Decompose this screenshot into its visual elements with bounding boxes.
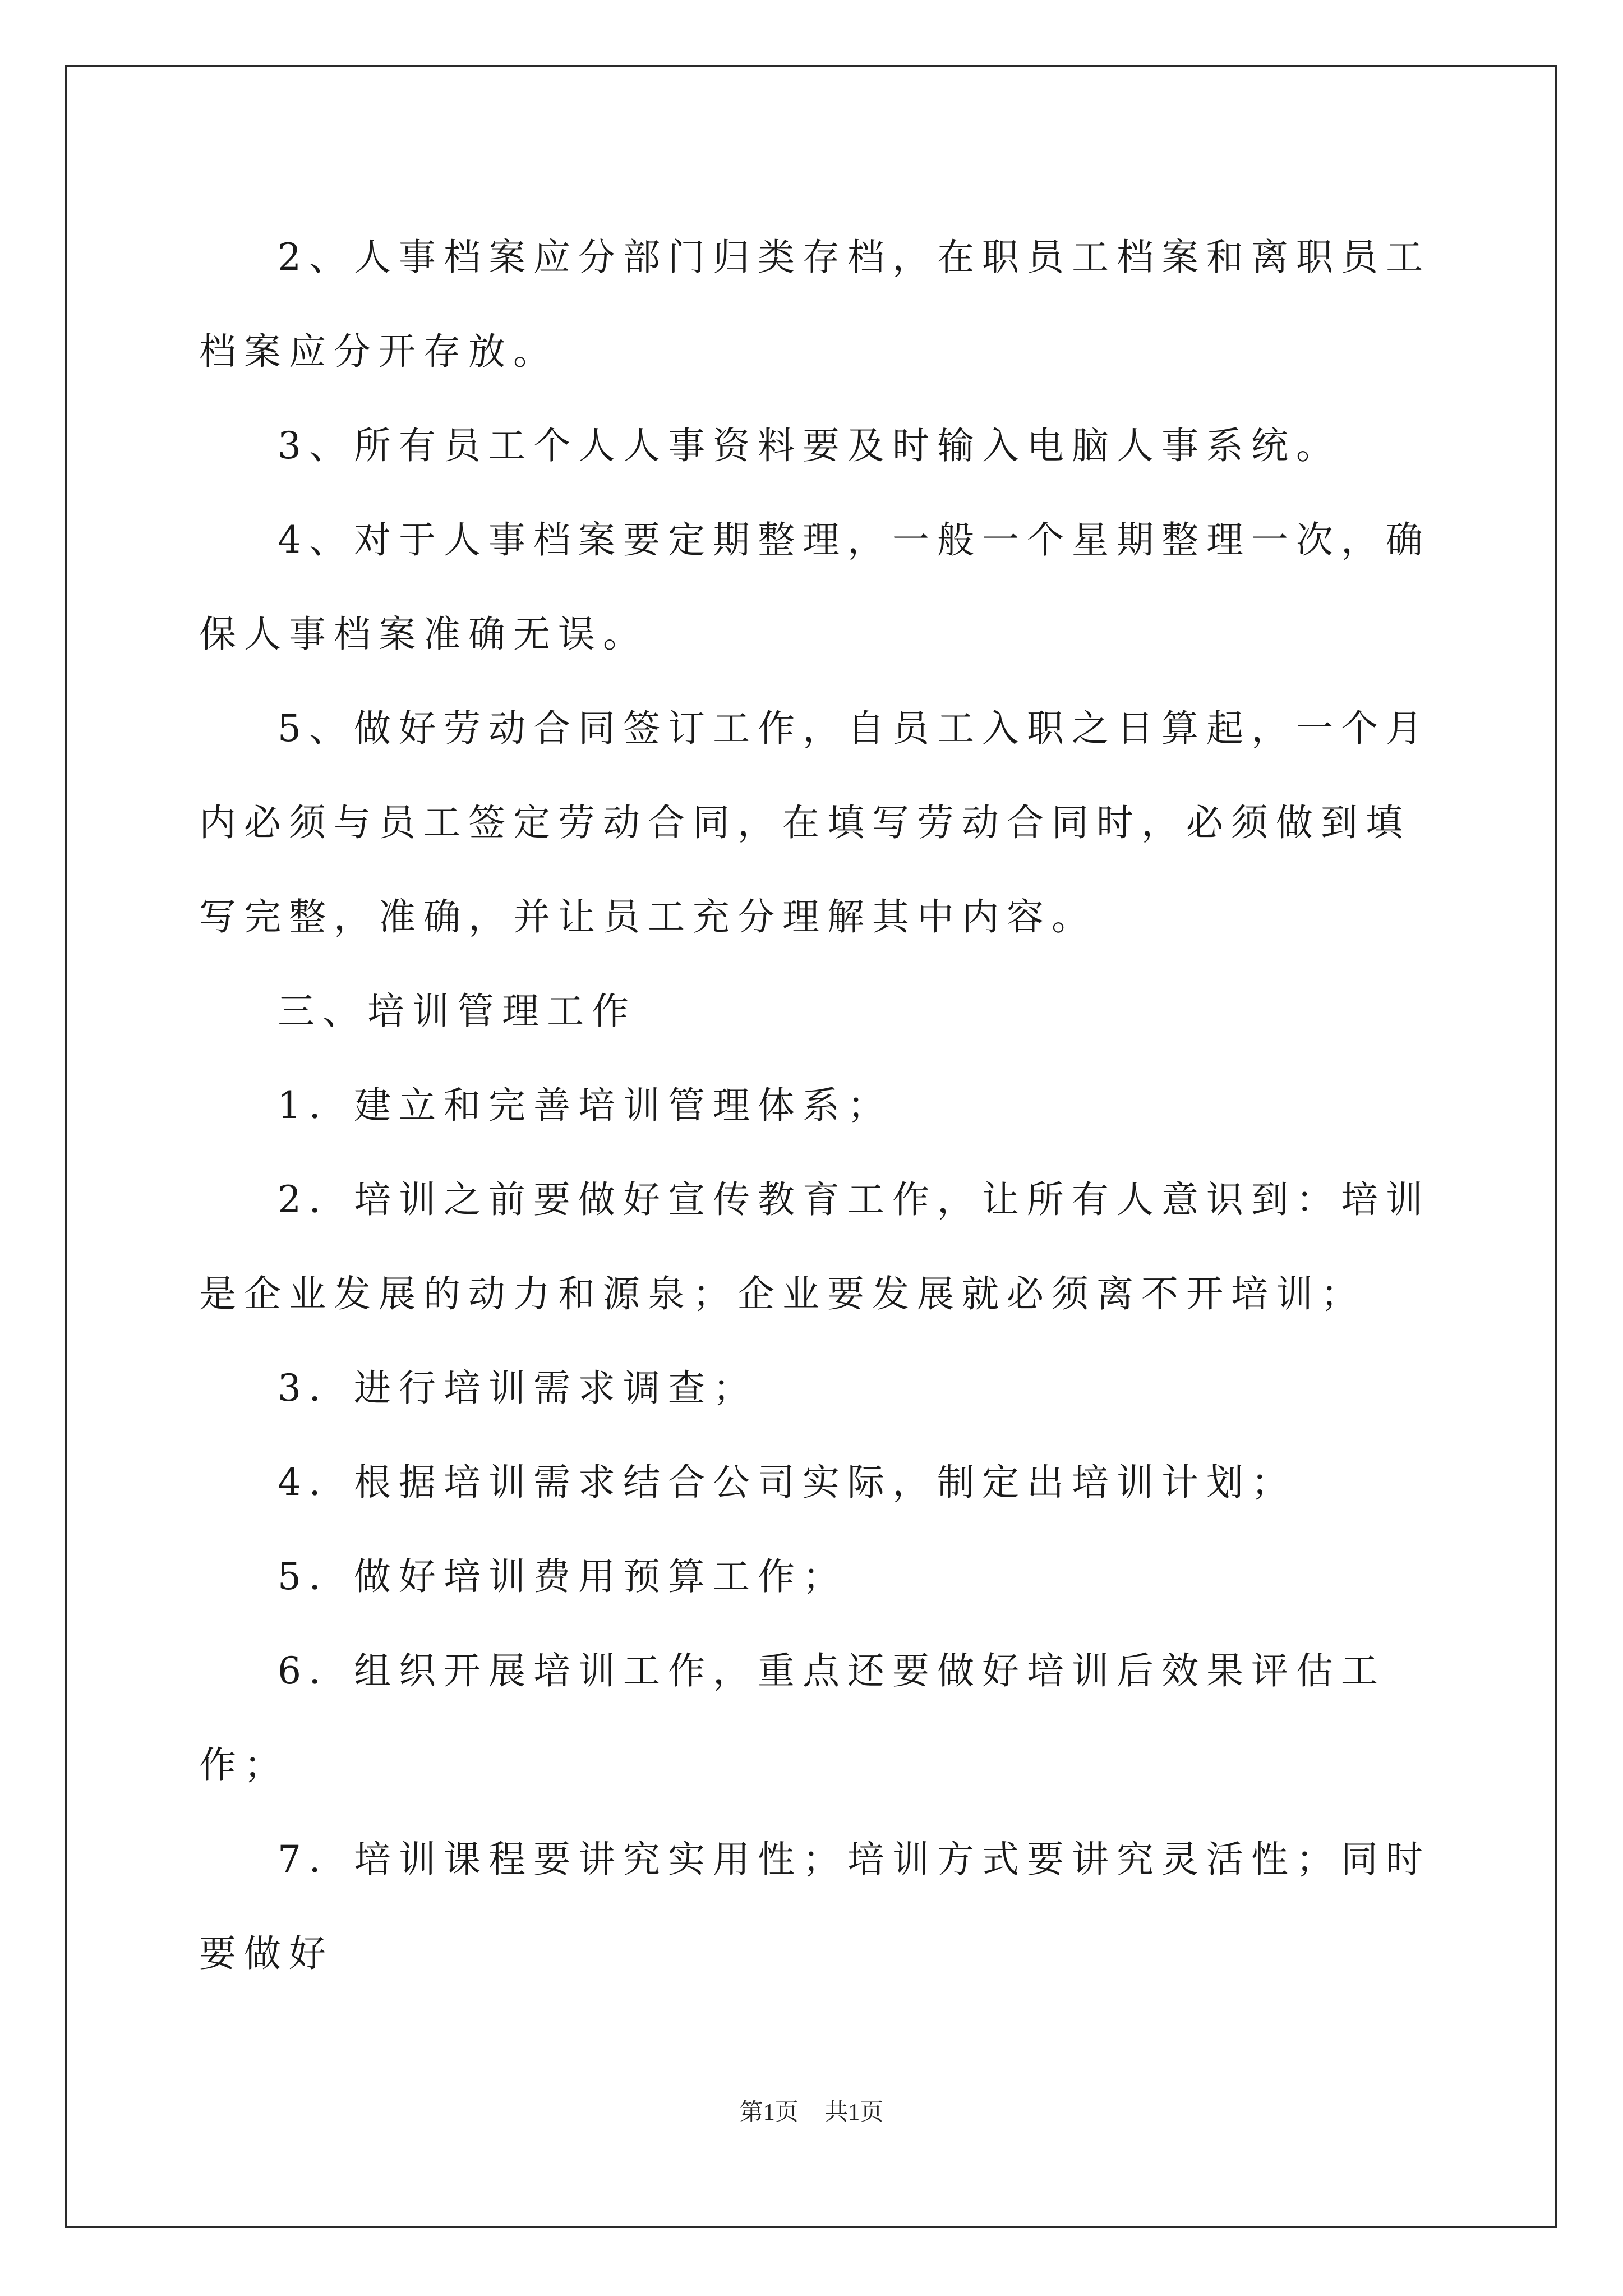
- list-item: 3．进行培训需求调查；: [278, 1366, 758, 1410]
- document-body: [199, 210, 1433, 2001]
- list-item: 2．培训之前要做好宣传教育工作，让所有人意识到：培训是企业发展的动力和源泉；企业要发展就必须离不开培训；: [199, 1178, 1431, 1315]
- list-item: 7．培训课程要讲究实用性；培训方式要讲究灵活性；同时要做好: [199, 1838, 1431, 1975]
- list-item: 5．做好培训费用预算工作；: [278, 1555, 847, 1598]
- list-item: 6．组织开展培训工作，重点还要做好培训后效果评估工作；: [199, 1649, 1386, 1787]
- paragraph: 5、做好劳动合同签订工作，自员工入职之日算起，一个月内必须与员工签定劳动合同，在填写劳动合同时，必须做到填写完整，准确，并让员工充分理解其中内容。: [199, 707, 1431, 938]
- page-total: 共1页: [824, 2100, 884, 2125]
- list-item: 4．根据培训需求结合公司实际，制定出培训计划；: [278, 1461, 1296, 1504]
- paragraph: 3、所有员工个人人事资料要及时输入电脑人事系统。: [278, 424, 1341, 467]
- paragraph: 2、人事档案应分部门归类存档，在职员工档案和离职员工档案应分开存放。: [199, 236, 1431, 373]
- page-footer: [0, 2093, 1623, 2127]
- section-heading: 三、培训管理工作: [278, 990, 637, 1033]
- list-item: 1．建立和完善培训管理体系；: [278, 1084, 892, 1127]
- paragraph: 4、对于人事档案要定期整理，一般一个星期整理一次，确保人事档案准确无误。: [199, 518, 1431, 656]
- page-number: 第1页: [739, 2100, 799, 2125]
